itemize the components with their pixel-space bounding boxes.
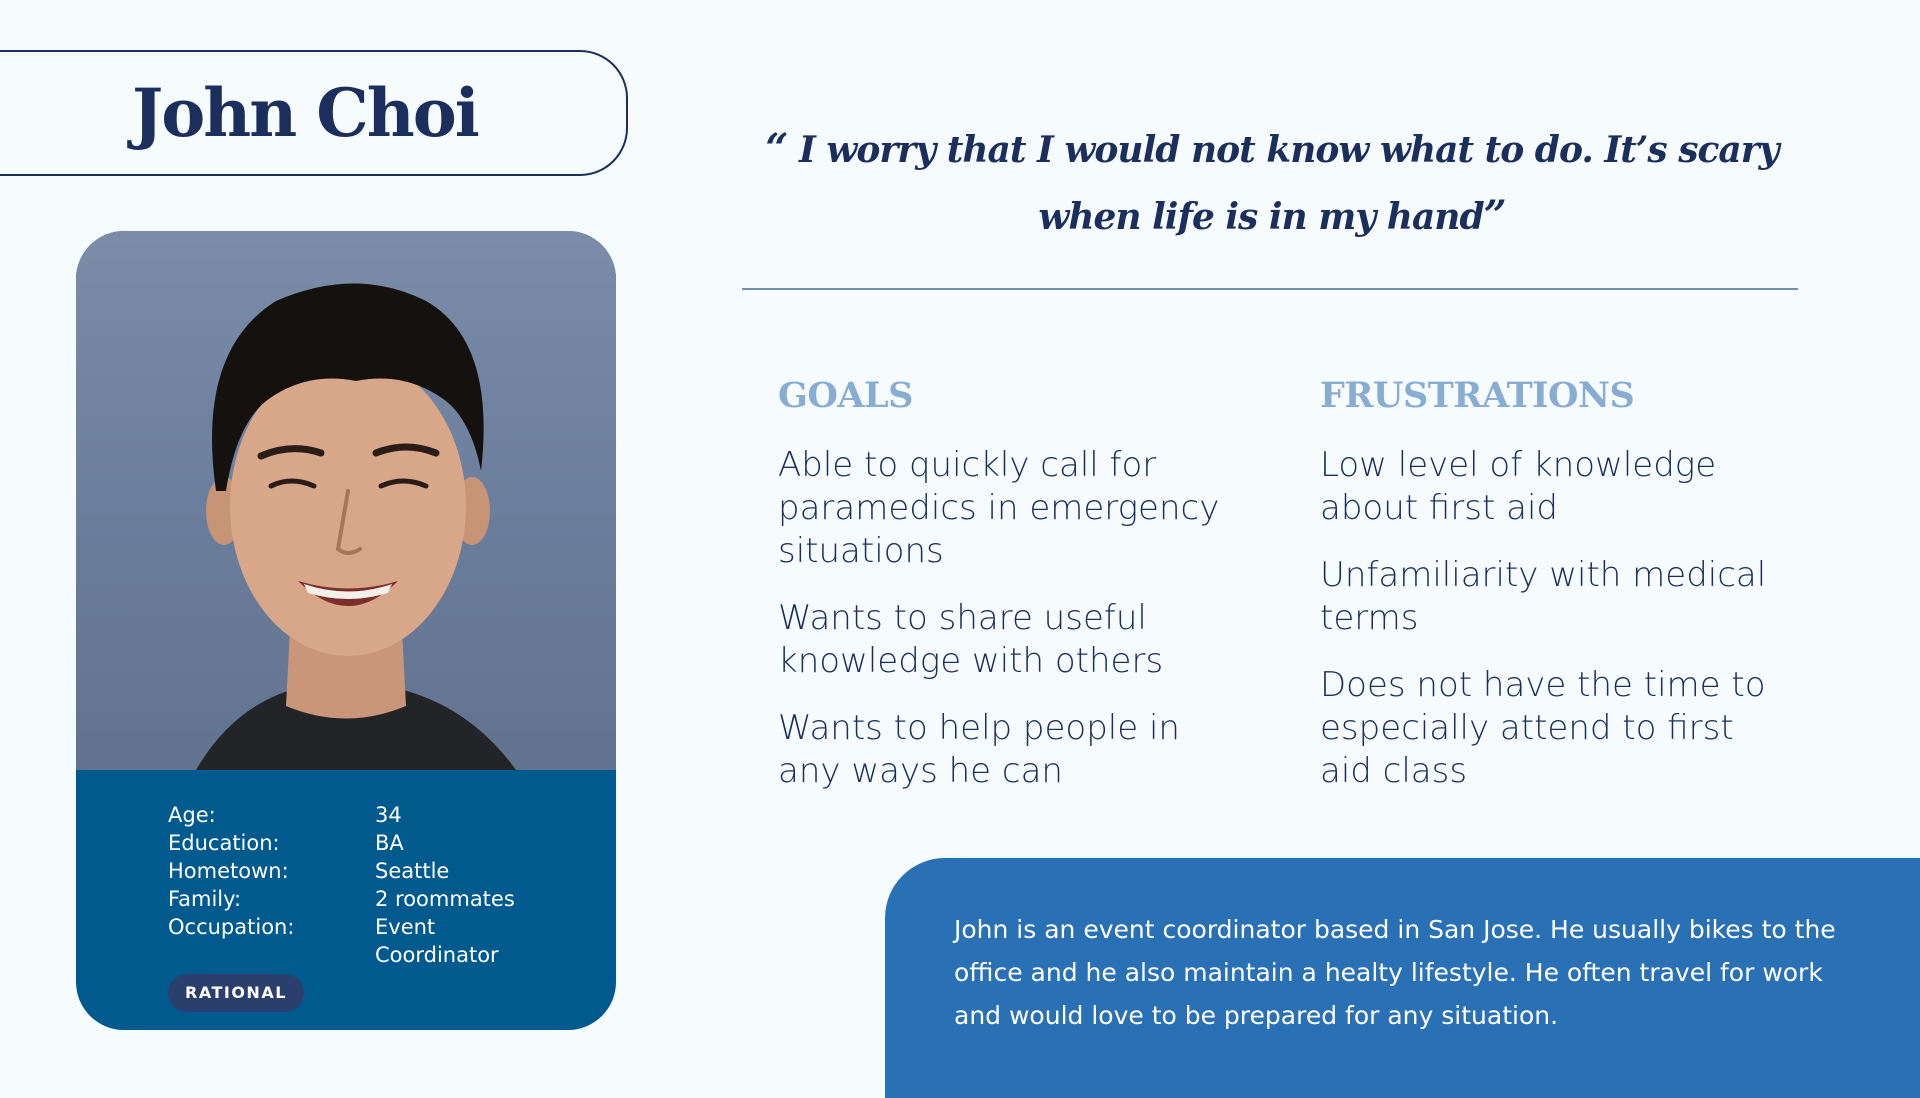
frustrations-heading: FRUSTRATIONS [1320,375,1635,416]
close-quote-mark: ” [1483,192,1506,239]
detail-value: Event Coordinator [375,915,499,967]
detail-row-age [168,801,545,829]
detail-value: 34 [375,803,402,827]
quote-divider [742,288,1798,290]
bio-panel [885,858,1920,1098]
detail-row-occupation [168,913,545,969]
quote-text: I worry that I would not know what to do. It’s scary when life is in my hand [798,129,1779,238]
frustrations-list [1320,444,1780,817]
frustration-item: Low level of knowledge about first aid [1320,445,1717,528]
persona-name: John Choi [132,74,478,152]
detail-label: Age: [168,803,216,827]
persona-name-banner [0,50,628,176]
goal-item: Wants to help people in any ways he can [778,708,1180,791]
portrait-illustration [76,231,616,770]
detail-value: BA [375,831,404,855]
goal-item: Wants to share useful knowledge with others [778,598,1164,681]
detail-row-hometown [168,857,545,885]
detail-label: Occupation: [168,915,295,939]
detail-row-family [168,885,545,913]
frustration-item: Does not have the time to especially attend to first aid class [1320,665,1766,791]
detail-value: 2 roommates [375,887,515,911]
detail-label: Family: [168,887,242,911]
goals-list [778,444,1248,817]
persona-details [168,801,545,969]
detail-label: Hometown: [168,859,289,883]
detail-label: Education: [168,831,280,855]
bio-text: John is an event coordinator based in San Jose. He usually bikes to the office and he also maintain a healty lifestyle. He often travel for work and would love to be prepared for any situation. [954,915,1836,1030]
profile-card [76,231,616,1030]
frustration-item: Unfamiliarity with medical terms [1320,555,1767,638]
persona-quote [742,116,1802,250]
personality-badge: RATIONAL [168,974,304,1012]
detail-row-education [168,829,545,857]
detail-value: Seattle [375,859,450,883]
goal-item: Able to quickly call for paramedics in emergency situations [778,445,1220,571]
open-quote-mark: “ [765,125,788,172]
goals-heading: GOALS [778,375,913,416]
profile-photo [76,231,616,770]
